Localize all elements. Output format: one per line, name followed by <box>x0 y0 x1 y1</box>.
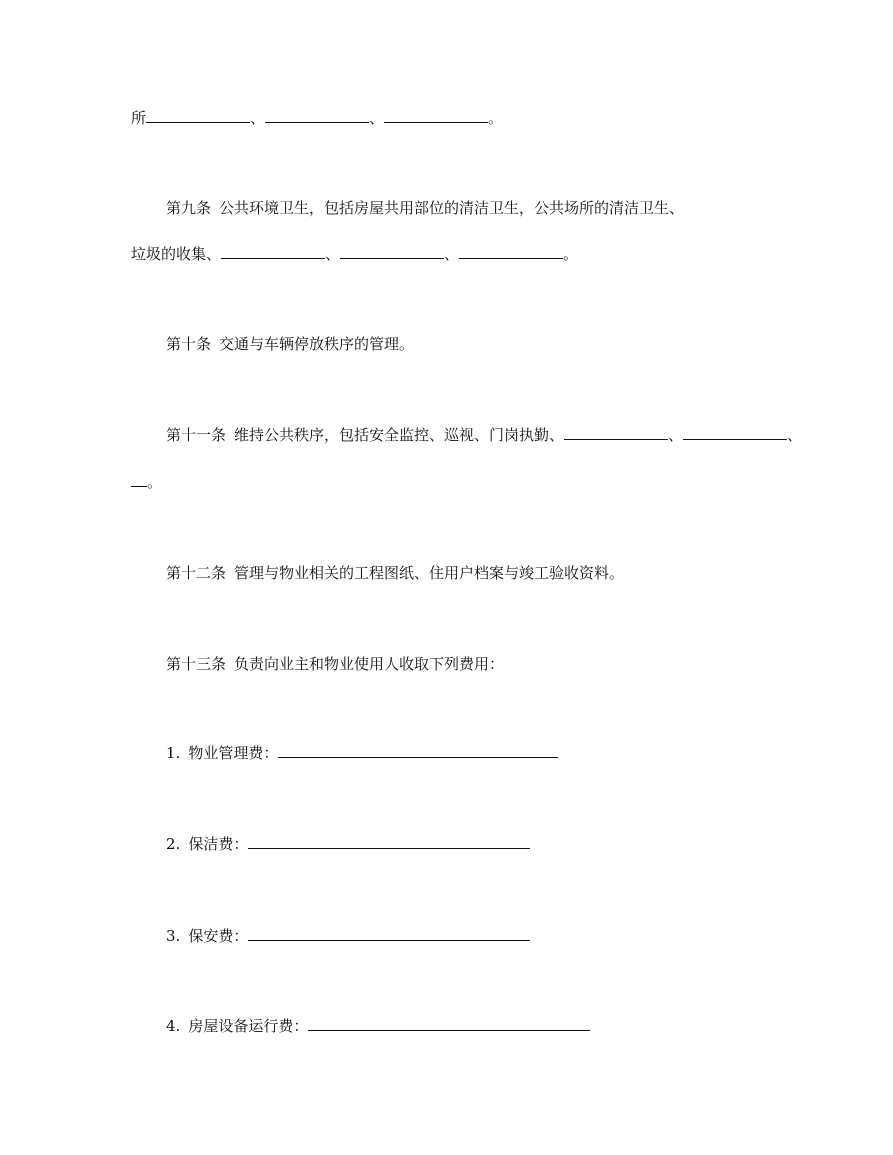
article-number: 第十条 <box>166 335 212 353</box>
fee-number: 4. <box>166 1017 181 1035</box>
fee-item-3 <box>166 926 530 946</box>
fee-label: 保洁费： <box>188 835 249 853</box>
article-11-line-1 <box>166 425 802 445</box>
blank-line[interactable] <box>384 108 488 123</box>
separator: 、 <box>668 426 684 444</box>
article-12 <box>166 563 624 583</box>
article-number: 第十三条 <box>166 655 227 673</box>
article-9-line-1 <box>166 198 684 218</box>
blank-line[interactable] <box>146 108 250 123</box>
separator: 、 <box>250 109 266 127</box>
article-text: 管理与物业相关的工程图纸、住用户档案与竣工验收资料。 <box>234 564 625 582</box>
fee-number: 1. <box>166 744 181 762</box>
fee-label: 物业管理费： <box>188 744 279 762</box>
fee-blank-line[interactable] <box>248 926 530 941</box>
end-mark: 。 <box>147 473 163 491</box>
blank-line[interactable] <box>683 425 787 440</box>
fee-label: 保安费： <box>188 927 249 945</box>
blank-line[interactable] <box>221 244 325 259</box>
separator: 、 <box>787 426 803 444</box>
article-text: 公共环境卫生，包括房屋共用部位的清洁卫生，公共场所的清洁卫生、 <box>219 199 685 217</box>
article-text: 交通与车辆停放秩序的管理。 <box>219 335 415 353</box>
fee-blank-line[interactable] <box>308 1016 590 1031</box>
fee-item-2 <box>166 834 530 854</box>
end-mark: 。 <box>488 109 504 127</box>
fee-number: 3. <box>166 927 181 945</box>
article-8-continuation <box>131 108 503 128</box>
article-number: 第十二条 <box>166 564 227 582</box>
fee-item-1 <box>166 743 558 763</box>
article-13 <box>166 654 504 674</box>
blank-line[interactable] <box>459 244 563 259</box>
blank-line[interactable] <box>265 108 369 123</box>
fee-blank-line[interactable] <box>248 834 530 849</box>
article-number: 第十一条 <box>166 426 227 444</box>
article-11-line-2 <box>131 472 162 492</box>
fee-item-4 <box>166 1016 590 1036</box>
article-9-line-2 <box>131 244 578 264</box>
fee-number: 2. <box>166 835 181 853</box>
separator: 、 <box>444 245 460 263</box>
article-text: 负责向业主和物业使用人收取下列费用： <box>234 655 505 673</box>
article-10 <box>166 334 414 354</box>
prefix-text: 所 <box>131 109 147 127</box>
blank-line[interactable] <box>340 244 444 259</box>
article-number: 第九条 <box>166 199 212 217</box>
end-mark: 。 <box>563 245 579 263</box>
blank-line[interactable] <box>131 472 147 487</box>
fee-label: 房屋设备运行费： <box>188 1017 309 1035</box>
blank-line[interactable] <box>564 425 668 440</box>
article-text: 垃圾的收集、 <box>131 245 222 263</box>
separator: 、 <box>369 109 385 127</box>
fee-blank-line[interactable] <box>278 743 558 758</box>
separator: 、 <box>325 245 341 263</box>
article-text: 维持公共秩序，包括安全监控、巡视、门岗执勤、 <box>234 426 565 444</box>
